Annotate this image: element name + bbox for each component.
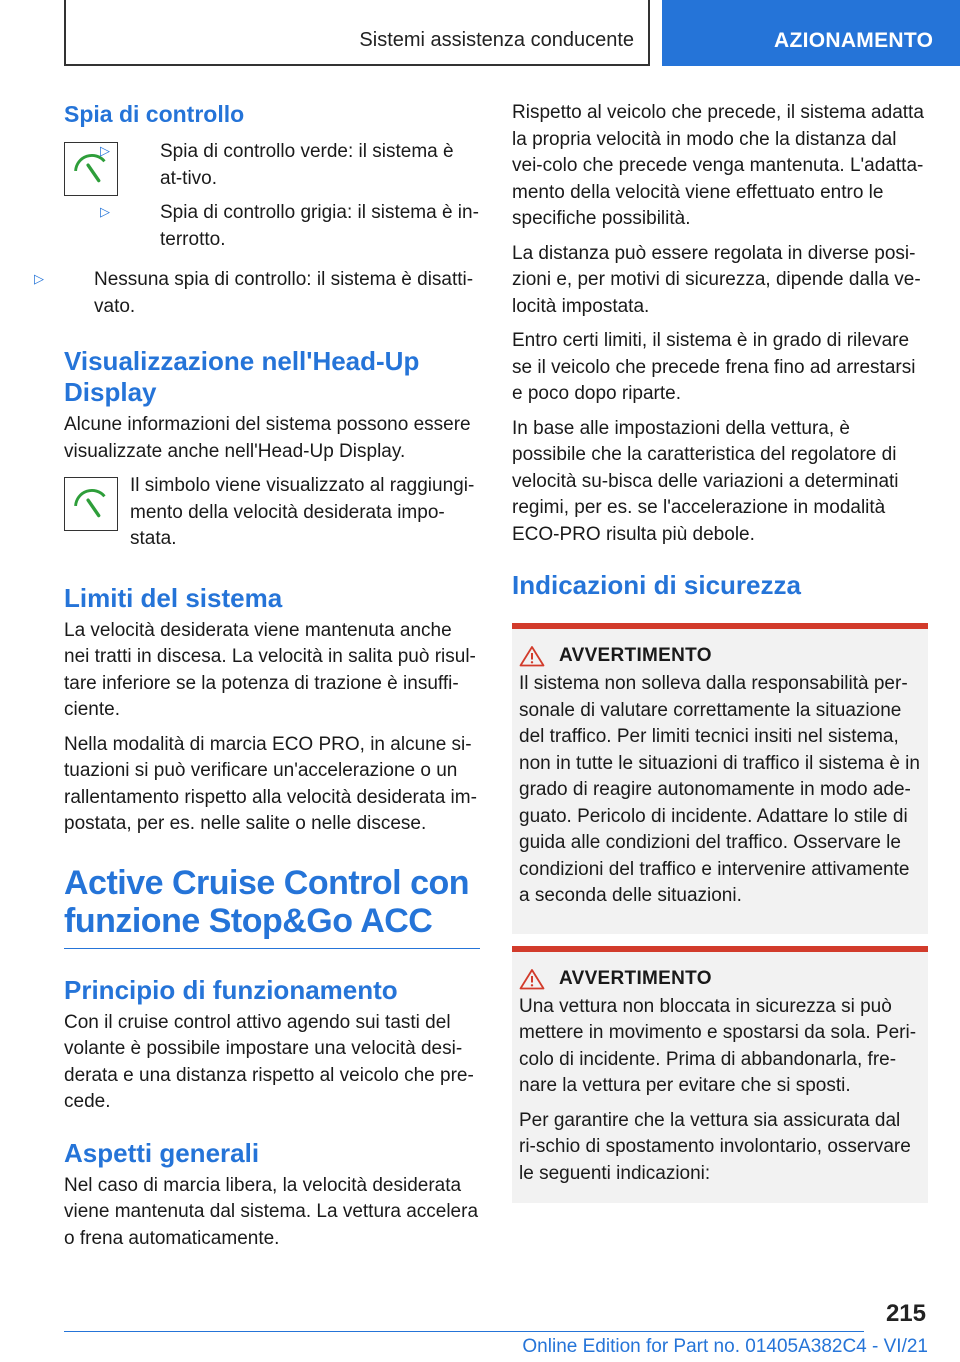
- header-chapter-tab: [662, 0, 960, 66]
- left-column: [34, 100, 480, 1260]
- spia-icon-row: [64, 138, 480, 260]
- acc-heading: Active Cruise Control con funzione Stop&Go ACC: [64, 864, 480, 949]
- header-chapter-title: AZIONAMENTO: [774, 29, 934, 52]
- warning-title: AVVERTIMENTO: [559, 645, 712, 666]
- hud-paragraph: Alcune informazioni del sistema possono essere visualizzate anche nell'Head-Up Display.: [64, 414, 471, 462]
- warning-triangle-icon: [519, 968, 545, 990]
- right-column: [512, 100, 928, 1203]
- warning-title: AVVERTIMENTO: [559, 967, 712, 989]
- limits-paragraph-2: Nella modalità di marcia ECO PRO, in alcune si-tuazioni si può verificare un'accelerazione o un rallentamento rispetto alla velocità desiderata im-postata, per es. nelle salite o nelle discese.: [64, 733, 477, 834]
- general-paragraph: Nel caso di marcia libera, la velocità desiderata viene mantenuta dal sistema. La vettura accelera o frena automaticamente.: [64, 1174, 479, 1249]
- footer-edition: Online Edition for Part no. 01405A382C4 - VI/21: [522, 1336, 928, 1357]
- warning-box-2: [512, 946, 928, 1204]
- warning-text: Il sistema non solleva dalla responsabilità per-sonale di valutare correttamente la situazione del traffico. Per limiti tecnici insiti nel sistema, non in tutte le situazioni di traffico il sistema è in grado di reagire autonomamente in modo ade-guato. Pericolo di incidente. Adattare lo stile di guida alle condizioni del traffico. Osservare le condizioni del traffico e intervenire attivamente a seconda delle situazioni.: [519, 673, 920, 906]
- footer-divider: [64, 1331, 864, 1332]
- list-item: ▷ Spia di controllo grigia: il sistema è in-terrotto.: [100, 202, 479, 250]
- right-paragraph-2: La distanza può essere regolata in diverse posi-zioni e, per motivi di sicurezza, dipende dalla ve-locità impostata.: [512, 242, 921, 317]
- right-paragraph-3: Entro certi limiti, il sistema è in grado di rilevare se il veicolo che precede frena fino ad arrestarsi e poco dopo riparte.: [512, 330, 916, 404]
- general-heading: Aspetti generali: [64, 1137, 260, 1168]
- list-item: ▷ Spia di controllo verde: il sistema è at-tivo.: [100, 141, 454, 189]
- warning-box-1: [512, 623, 928, 934]
- limits-paragraph-1: La velocità desiderata viene mantenuta anche nei tratti in discesa. La velocità in salita può risul-tare inferiore se la potenza di trazione è insuffi-ciente.: [64, 619, 476, 720]
- page-number: 215: [885, 1300, 926, 1327]
- hud-symbol-paragraph: Il simbolo viene visualizzato al raggiungi-mento della velocità desiderata impo-stata.: [130, 475, 475, 549]
- principle-heading: Principio di funzionamento: [64, 974, 398, 1005]
- spia-heading: Spia di controllo: [64, 101, 245, 127]
- header-section-title: Sistemi assistenza conducente: [359, 29, 634, 51]
- header-section-tab: [64, 0, 650, 66]
- principle-paragraph: Con il cruise control attivo agendo sui tasti del volante è possibile impostare una velocità desi-derata e una distanza rispetto al veicolo che pre-cede.: [64, 1011, 474, 1112]
- hud-heading: Visualizzazione nell'Head-Up Display: [64, 346, 420, 407]
- speedometer-icon: [64, 477, 118, 531]
- hud-icon-row: [64, 473, 480, 561]
- right-paragraph-4: In base alle impostazioni della vettura, è possibile che la caratteristica del regolatore di velocità su-bisca delle variazioni a determinati regimi, per es. se l'accelerazione in modalità ECO-PRO risulta più debole.: [512, 417, 899, 545]
- warning-text-2: Per garantire che la vettura sia assicurata dal ri-schio di spostamento involontario, osservare le seguenti indicazioni:: [519, 1109, 911, 1184]
- right-paragraph-1: Rispetto al veicolo che precede, il sistema adatta la propria velocità in modo che la distanza dal vei-colo che precede venga mantenuta. L'adatta-mento della velocità viene effettuato entro le specifiche possibilità.: [512, 102, 924, 229]
- warning-triangle-icon: [519, 645, 545, 667]
- list-item: ▷ Nessuna spia di controllo: il sistema è disatti-vato.: [34, 269, 474, 317]
- limits-heading: Limiti del sistema: [64, 582, 283, 613]
- safety-heading: Indicazioni di sicurezza: [512, 570, 801, 600]
- warning-text-1: Una vettura non bloccata in sicurezza si può mettere in movimento e spostarsi da sola. Peri-colo di incidente. Prima di abbandonarla, fre-nare la vettura per evitare che si sposti.: [519, 995, 917, 1096]
